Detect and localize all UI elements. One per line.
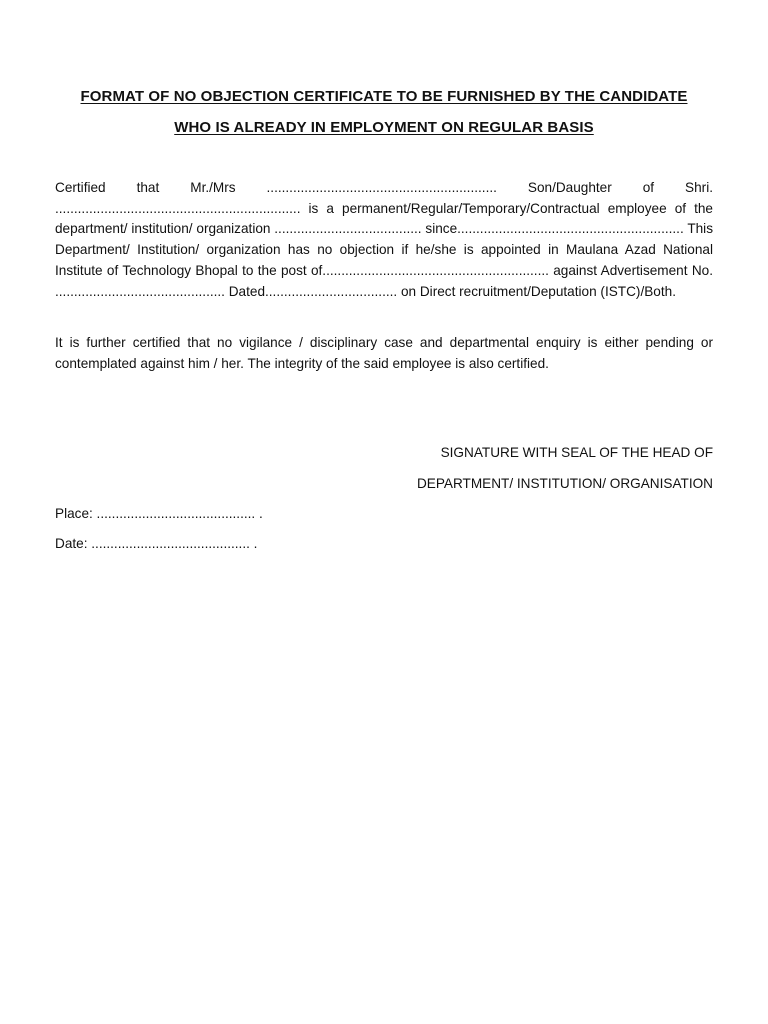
vigilance-paragraph: It is further certified that no vigilance / disciplinary case and departmental enquiry is either pending or contemplated against him / her. The integrity of the said employee is also certified.	[55, 335, 713, 371]
date-field: Date: .......................................... .	[55, 536, 258, 551]
certificate-title-line-1: FORMAT OF NO OBJECTION CERTIFICATE TO BE FURNISHED BY THE CANDIDATE	[80, 88, 688, 105]
place-field: Place: .......................................... .	[55, 506, 263, 521]
certification-paragraph: Certified that Mr./Mrs ............................................................. Son/Daughter of Shri. ................................................................. is a permanent/Regular/Temporary/Contractual employee of the department/ institution/ organization ....................................... since............................................................ This Department/ Institution/ organization has no objection if he/she is appointed in Maulana Azad National Institute of Technology Bhopal to the post of............................................................ against Advertisement No. ............................................. Dated................................... on Direct recruitment/Deputation (ISTC)/Both.	[55, 180, 713, 299]
certificate-title-line-2: WHO IS ALREADY IN EMPLOYMENT ON REGULAR BASIS	[174, 119, 594, 136]
signature-label-line-2: DEPARTMENT/ INSTITUTION/ ORGANISATION	[416, 476, 713, 491]
signature-label-line-1: SIGNATURE WITH SEAL OF THE HEAD OF	[440, 445, 713, 460]
